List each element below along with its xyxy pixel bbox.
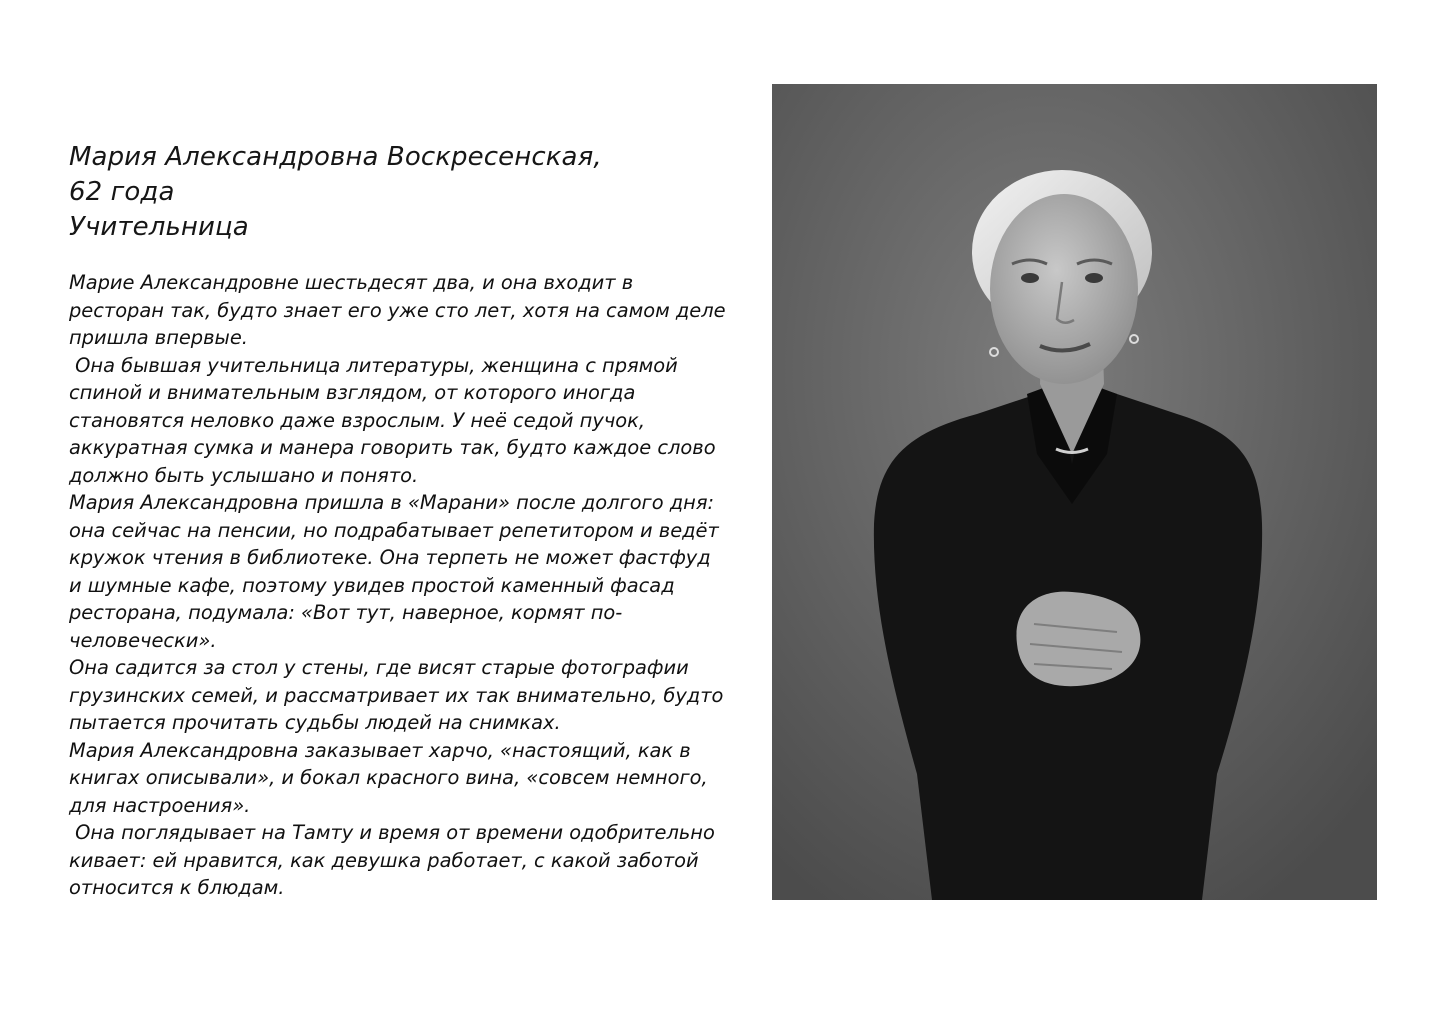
portrait-photo-icon xyxy=(772,84,1377,900)
hands xyxy=(1016,592,1140,687)
story-paragraph: Она бывшая учительница литературы, женщина с прямой спиной и внимательным взглядом, от которого иногда становятся неловко даже взрослым. У неё седой пучок, аккуратная сумка и манера говорить так, будто каждое слово должно быть услышано и понято. xyxy=(69,353,722,487)
character-name: Мария Александровна Воскресенская, xyxy=(69,142,602,172)
story-paragraph: Она садится за стол у стены, где висят старые фотографии грузинских семей, и рассматривает их так внимательно, будто пытается прочитать судьбы людей на снимках. xyxy=(69,656,730,734)
story-paragraph: Она поглядывает на Тамту и время от времени одобрительно кивает: ей нравится, как девушка работает, с какой заботой относится к блюдам. xyxy=(69,821,722,899)
character-age: 62 года xyxy=(69,177,175,207)
text-column xyxy=(69,140,732,902)
story-paragraph: Марие Александровне шестьдесят два, и она входит в ресторан так, будто знает его уже сто лет, хотя на самом деле пришла впервые. xyxy=(69,271,732,349)
story-paragraph: Мария Александровна заказывает харчо, «настоящий, как в книгах описывали», и бокал красного вина, «совсем немного, для настроения». xyxy=(69,738,714,817)
character-heading xyxy=(69,140,729,245)
character-story xyxy=(69,269,732,902)
face xyxy=(990,194,1138,384)
story-paragraph: Мария Александровна пришла в «Марани» после долгого дня: она сейчас на пенсии, но подрабатывает репетитором и ведёт кружок чтения в библиотеке. Она терпеть не может фастфуд и шумные кафе, поэтому увидев простой каменный фасад ресторана, подумала: «Вот тут, наверное, кормят по-человечески». xyxy=(69,491,725,652)
portrait-photo xyxy=(772,84,1377,900)
character-profession: Учительница xyxy=(69,212,249,242)
